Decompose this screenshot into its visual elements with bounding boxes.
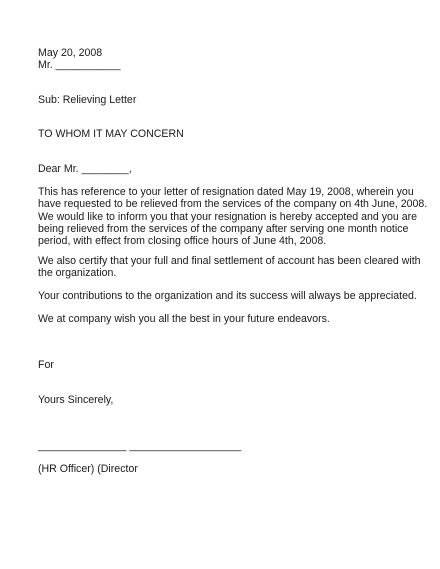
for-label: For <box>38 359 54 371</box>
paragraph-line: We also certify that your full and final settlement of account has been cleared with <box>38 255 421 267</box>
salutation: Dear Mr. ________, <box>38 163 132 175</box>
paragraph-resignation <box>38 186 428 248</box>
paragraph-contributions: Your contributions to the organization and its success will always be appreciated. <box>38 290 417 302</box>
letter-date: May 20, 2008 <box>38 47 103 59</box>
paragraph-line: being relieved from the services of the company after serving one month notice <box>38 222 409 235</box>
paragraph-settlement <box>38 255 421 280</box>
subject-line: Sub: Relieving Letter <box>38 94 137 106</box>
recipient-line: Mr. ___________ <box>38 59 121 71</box>
signatory-roles: (HR Officer) (Director <box>38 463 138 475</box>
closing: Yours Sincerely, <box>38 394 114 406</box>
paragraph-line: This has reference to your letter of resignation dated May 19, 2008, wherein you <box>38 186 414 198</box>
paragraph-line: period, with effect from closing office hours of June 4th, 2008. <box>38 235 327 248</box>
paragraph-line: We would like to inform you that your resignation is hereby accepted and you are <box>38 210 418 223</box>
paragraph-line: have requested to be relieved from the services of the company on 4th June, 2008. <box>38 198 428 211</box>
paragraph-line: the organization. <box>38 267 117 280</box>
paragraph-wishes: We at company wish you all the best in your future endeavors. <box>38 313 330 325</box>
general-salutation: TO WHOM IT MAY CONCERN <box>38 128 184 140</box>
signature-lines: _______________ ___________________ <box>38 440 242 452</box>
